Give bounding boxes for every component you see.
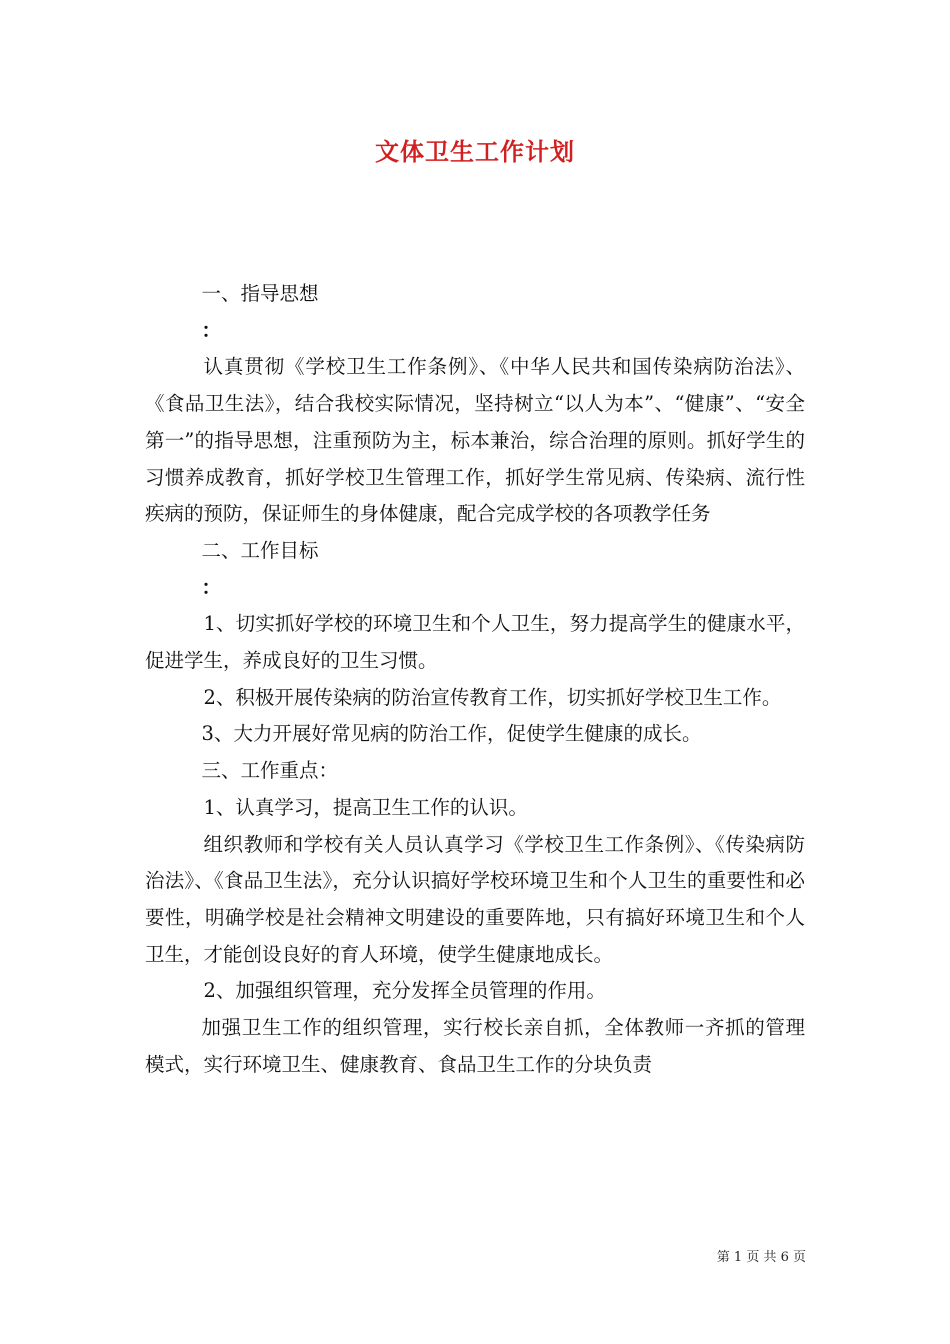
colon-line: ：: [201, 575, 222, 599]
focus-item-1-heading: 1、认真学习，提高卫生工作的认识。: [203, 795, 528, 819]
section-heading-work-goals: 二、工作目标: [201, 538, 319, 562]
colon-line: ：: [201, 318, 222, 342]
page-number: 第 1 页 共 6 页: [716, 1250, 806, 1265]
goal-item-3: 3、大力开展好常见病的防治工作，促使学生健康的成长。: [201, 722, 702, 746]
focus-item-1-paragraph: 组织教师和学校有关人员认真学习《学校卫生工作条例》、《传染病防治法》、《食品卫生法》，充分认识搞好学校环境卫生和个人卫生的重要性和必要性，明确学校是社会精神文明建设的重要阵地，只有搞好环境卫生和个人卫生，才能创设良好的育人环境，使学生健康地成长。: [145, 832, 805, 966]
document-title: 文体卫生工作计划: [375, 137, 575, 166]
paragraph-guiding-ideology: 认真贯彻《学校卫生工作条例》、《中华人民共和国传染病防治法》、《食品卫生法》，结合我校实际情况，坚持树立“以人为本”、“健康”、“安全第一”的指导思想，注重预防为主，标本兼治，综合治理的原则。抓好学生的习惯养成教育，抓好学校卫生管理工作，抓好学生常见病、传染病、流行性疾病的预防，保证师生的身体健康，配合完成学校的各项教学任务: [145, 355, 805, 526]
focus-item-2-paragraph: 加强卫生工作的组织管理，实行校长亲自抓，全体教师一齐抓的管理模式，实行环境卫生、健康教育、食品卫生工作的分块负责: [145, 1016, 805, 1076]
goal-item-2: 2、积极开展传染病的防治宣传教育工作，切实抓好学校卫生工作。: [203, 685, 782, 709]
section-heading-guiding-ideology: 一、指导思想: [201, 282, 319, 305]
section-heading-work-focus: 三、工作重点：: [201, 759, 339, 783]
focus-item-2-heading: 2、加强组织管理，充分发挥全员管理的作用。: [203, 979, 606, 1003]
document-body: [145, 276, 805, 1083]
goal-item-1: 1、切实抓好学校的环境卫生和个人卫生，努力提高学生的健康水平，促进学生，养成良好的卫生习惯。: [145, 612, 805, 673]
